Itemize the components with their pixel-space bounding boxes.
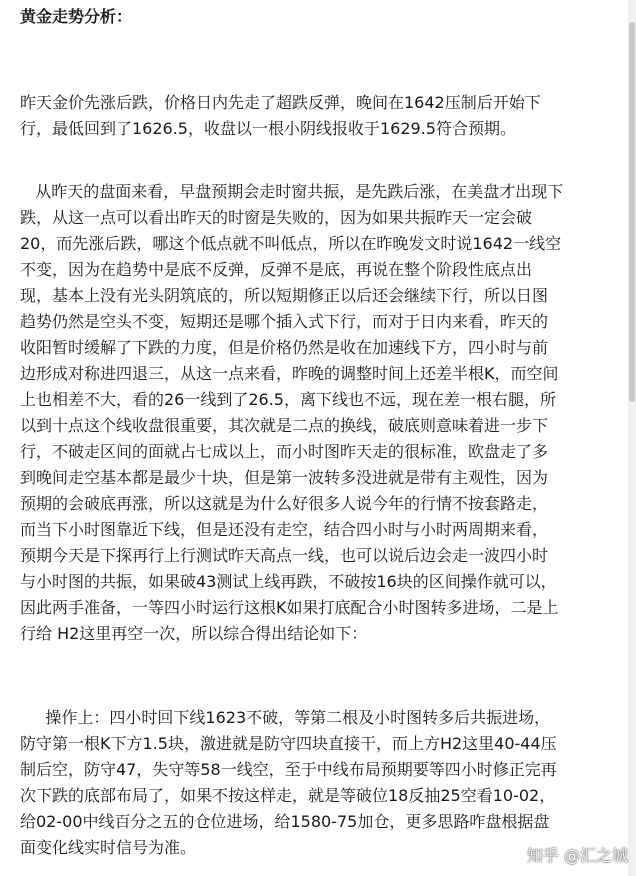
text-line: 预期今天是下探再行上行测试昨天高点一线，也可以说后边会走一波四小时 <box>20 546 549 565</box>
text-line: 行，不破走区间的面就占七成以上，而小时图昨天走的很标准，欧盘走了多 <box>20 442 549 461</box>
text-line: 因此两手准备，一等四小时运行这根K如果打底配合小时图转多进场，二是上 <box>20 598 559 617</box>
article-heading: 黄金走势分析： <box>20 7 133 26</box>
text-line: 面变化线实时信号为准。 <box>20 838 197 857</box>
text-line: 边形成对称进四退三，从这一点来看，昨晚的调整时间上还差半根K，而空间 <box>20 364 559 383</box>
text-line: 防守第一根K下方1.5块，激进就是防守四块直接干，而上方H2这里40-44压 <box>20 734 557 753</box>
text-line: 而当下小时图靠近下线，但是还没有走空，结合四小时与小时两周期来看， <box>20 520 549 539</box>
text-line: 次下跌的底部布局了，如果不按这样走，就是等破位18反抽25空看10-02， <box>20 786 556 805</box>
text-line: 到晚间走空基本都是最少十块，但是第一波转多没进就是带有主观性，因为 <box>20 468 549 487</box>
paragraph-operation <box>20 705 620 861</box>
paragraph-analysis <box>20 179 620 647</box>
text-line: 制后空，防守47，失守等58一线空，至于中线布局预期要等四小时修正完再 <box>20 760 557 779</box>
text-line: 行给 H2这里再空一次，所以综合得出结论如下： <box>20 624 368 643</box>
text-line: 预期的会破底再涨，所以这就是为什么好很多人说今年的行情不按套路走， <box>20 494 549 513</box>
text-line: 20，而先涨后跌，哪这个低点就不叫低点，所以在昨晚发文时说1642一线空 <box>20 234 562 253</box>
text-line: 跌，从这一点可以看出昨天的时窗是失败的，因为如果共振昨天一定会破 <box>20 208 533 227</box>
text-line: 操作上：四小时回下线1623不破，等第二根及小时图转多后共振进场， <box>20 708 551 727</box>
text-line: 上也相差不大，看的26一线到了26.5，离下线也不远，现在差一根右腿，所 <box>20 390 556 409</box>
text-line: 收阳暂时缓解了下跌的力度，但是价格仍然是收在加速线下方，四小时与前 <box>20 338 549 357</box>
text-line: 趋势仍然是空头不变，短期还是哪个插入式下行，而对于日内来看，昨天的 <box>20 312 549 331</box>
text-line: 行，最低回到了1626.5，收盘以一根小阴线报收于1629.5符合预期。 <box>20 119 516 138</box>
scrollbar-thumb[interactable] <box>629 22 635 402</box>
vertical-scrollbar[interactable] <box>628 0 636 876</box>
text-line: 以到十点这个线收盘很重要，其次就是二点的换线，破底则意味着进一步下 <box>20 416 549 435</box>
text-line: 昨天金价先涨后跌，价格日内先走了超跌反弹，晚间在1642压制后开始下 <box>20 93 541 112</box>
text-line: 给02-00中线百分之五的仓位进场，给1580-75加仓，更多思路咋盘根据盘 <box>20 812 550 831</box>
paragraph-summary <box>20 90 620 142</box>
text-line: 从昨天的盘面来看，早盘预期会走时窗共振，是先跌后涨，在美盘才出现下 <box>20 182 564 201</box>
text-line: 不变，因为在趋势中是底不反弹，反弹不是底，再说在整个阶段性底点出 <box>20 260 533 279</box>
text-line: 与小时图的共振，如果破43测试上线再跌，不破按16块的区间操作就可以， <box>20 572 557 591</box>
text-line: 现，基本上没有光头阴筑底的，所以短期修正以后还会继续下行，所以日图 <box>20 286 549 305</box>
watermark: 知乎 @汇之城 <box>526 846 628 865</box>
